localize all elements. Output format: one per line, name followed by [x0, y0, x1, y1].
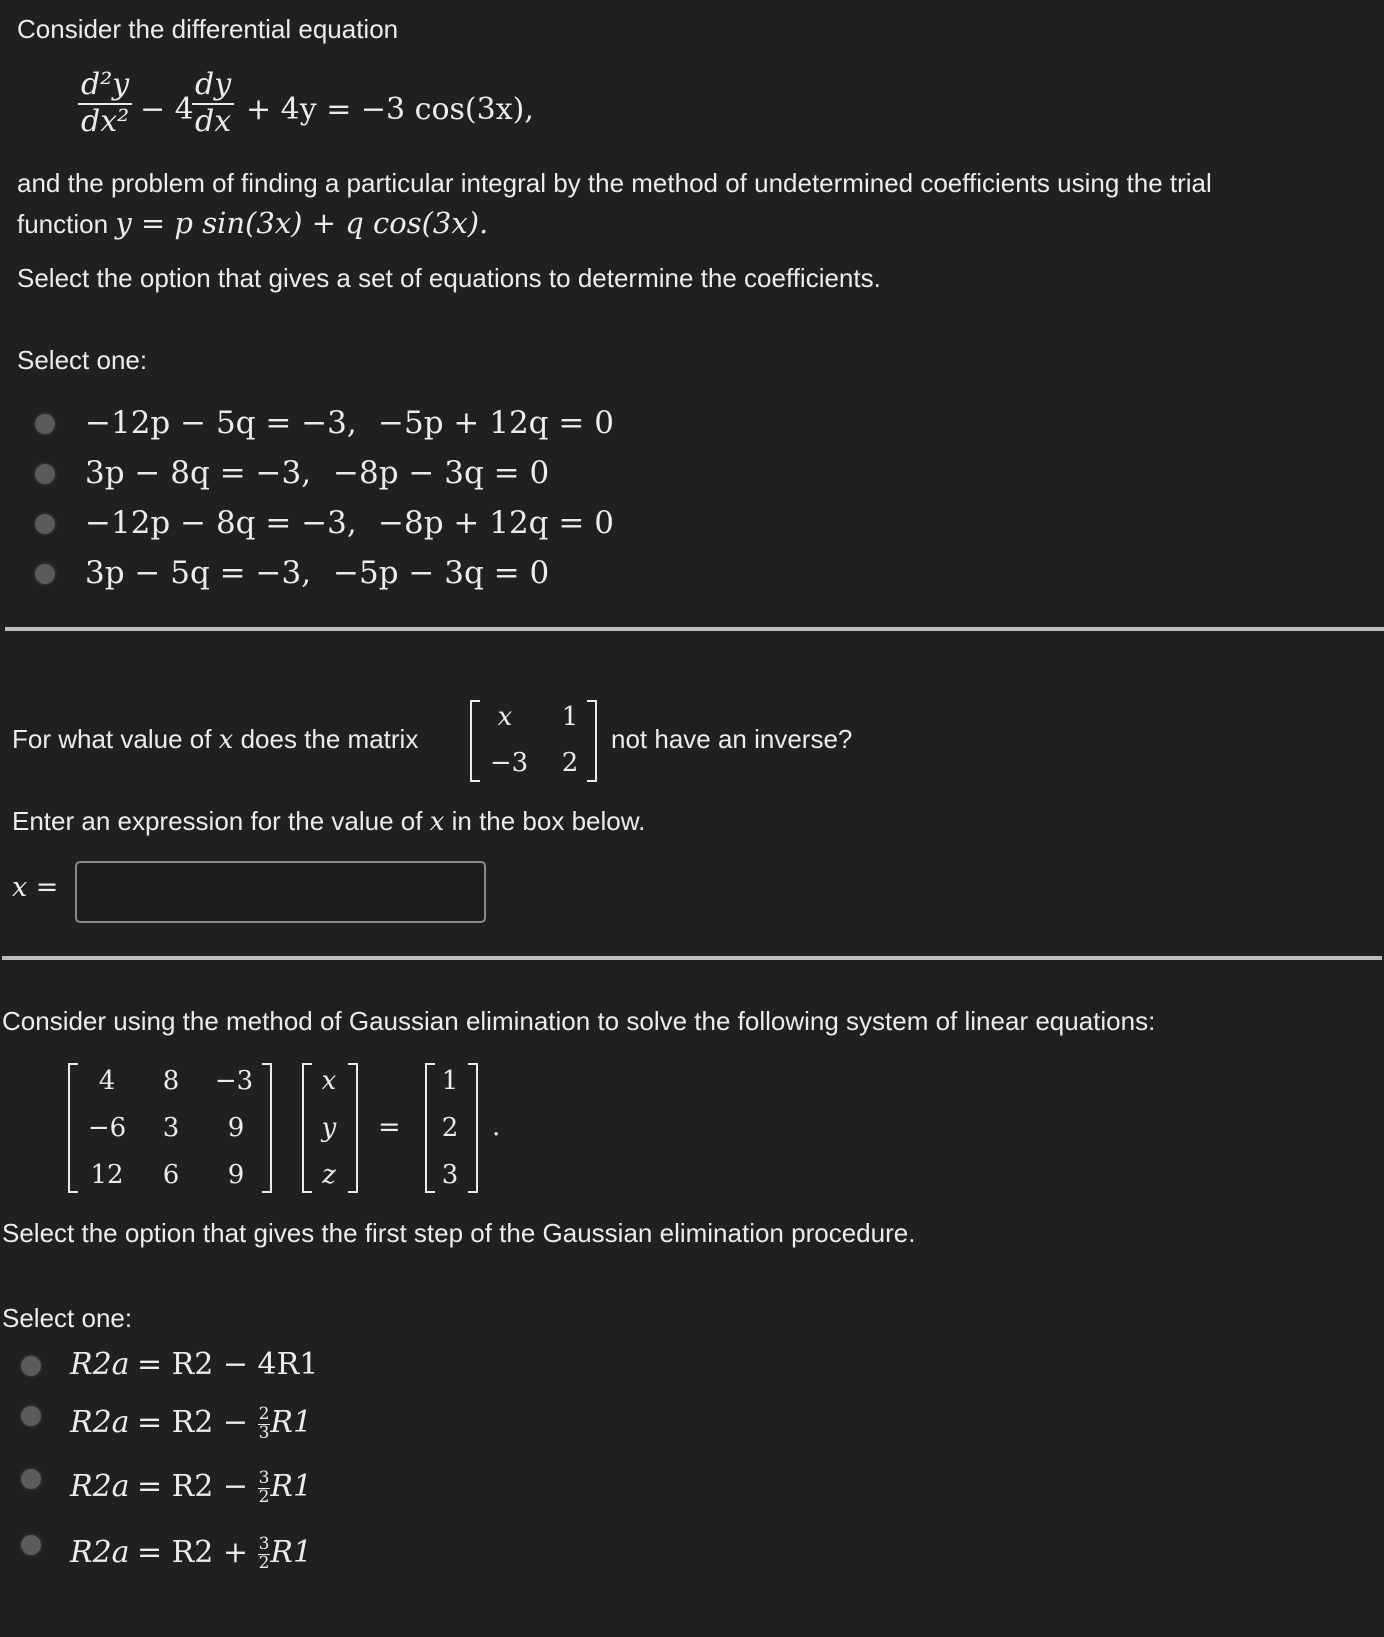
option-lhs: R2a: [70, 1347, 130, 1382]
fraction-numerator: 3: [258, 1467, 270, 1488]
matrix-cell: 2: [561, 748, 579, 778]
option-tail: R1: [270, 1469, 313, 1504]
option-rhs-text: = R2 −: [137, 1469, 249, 1504]
fraction: [258, 1533, 271, 1573]
fraction: [258, 1467, 271, 1507]
right-bracket: [587, 700, 597, 782]
matrix-cell: −3: [489, 748, 529, 778]
dx2: dx²: [81, 103, 130, 139]
right-bracket: [348, 1063, 358, 1193]
q2-suffix: not have an inverse?: [611, 724, 853, 754]
q1-text-line1: and the problem of finding a particular integral by the method of undetermined coefficients using the trial: [17, 168, 1212, 198]
option-rhs: [137, 1535, 312, 1572]
answer-label: x =: [12, 872, 59, 903]
matrix-cell: 1: [561, 702, 579, 732]
radio-button[interactable]: [19, 1354, 43, 1378]
q1-select-one: Select one:: [17, 345, 148, 375]
vector-cell: z: [322, 1160, 336, 1190]
option-rhs: [137, 1405, 312, 1442]
matrix-cell: 12: [90, 1160, 124, 1190]
radio-button[interactable]: [19, 1404, 43, 1428]
vector-cell: 2: [441, 1113, 459, 1143]
right-bracket: [468, 1063, 478, 1193]
radio-button[interactable]: [33, 562, 57, 586]
fraction-numerator: 3: [258, 1533, 270, 1554]
matrix-cell: 4: [98, 1066, 116, 1096]
radio-button[interactable]: [19, 1467, 43, 1491]
q2-prefix: For what value of: [12, 724, 212, 754]
option-lhs: R2a: [70, 1405, 130, 1440]
matrix-cell: x: [497, 702, 513, 732]
radio-button[interactable]: [33, 462, 57, 486]
option-rhs: = R2 − 4R1: [137, 1347, 319, 1382]
vector-cell: y: [321, 1113, 337, 1143]
option-eq-b: −8p + 12q = 0: [378, 505, 614, 541]
q1-trial-function: y = p sin(3x) + q cos(3x).: [115, 206, 489, 240]
equation-rest: + 4y = −3 cos(3x),: [246, 92, 534, 127]
q3-instruction: Select the option that gives the first step of the Gaussian elimination procedure.: [2, 1218, 916, 1248]
fraction-numerator: 2: [258, 1403, 270, 1424]
dy: dy: [192, 68, 234, 105]
q1-text-line2: [17, 206, 488, 240]
q3-select-one: Select one:: [2, 1303, 133, 1333]
option-eq-a: −12p − 5q = −3,: [85, 405, 357, 441]
option-eq-b: −5p + 12q = 0: [378, 405, 614, 441]
q2-var: x: [218, 725, 234, 755]
option-eq-a: 3p − 8q = −3,: [85, 455, 312, 491]
q3-intro: Consider using the method of Gaussian elimination to solve the following system of linear equations:: [2, 1006, 1156, 1036]
option-rhs-text: = R2 −: [137, 1405, 249, 1440]
q2-question: [12, 724, 418, 755]
minus-4: − 4: [140, 92, 194, 127]
option-rhs-text: = R2 +: [137, 1535, 249, 1570]
option-lhs: R2a: [70, 1469, 130, 1504]
matrix-cell: 9: [227, 1160, 245, 1190]
option-rhs: [137, 1469, 312, 1506]
dx: dx: [195, 103, 232, 139]
option-tail: R1: [270, 1535, 313, 1570]
q2-instruction: [12, 806, 645, 837]
vector-cell: x: [321, 1066, 337, 1096]
radio-button[interactable]: [33, 412, 57, 436]
fraction: [258, 1403, 271, 1443]
q2-mid: does the matrix: [240, 724, 419, 754]
radio-button[interactable]: [33, 512, 57, 536]
q2-instruction-suffix: in the box below.: [451, 806, 646, 836]
vector-cell: 1: [441, 1066, 459, 1096]
vector-cell: 3: [441, 1160, 459, 1190]
dy-dx-fraction: [192, 68, 234, 139]
option-eq-a: 3p − 5q = −3,: [85, 555, 312, 591]
divider: [5, 627, 1384, 631]
fraction-denominator: 3: [258, 1422, 270, 1443]
matrix-cell: 6: [162, 1160, 180, 1190]
matrix-cell: 3: [162, 1113, 180, 1143]
q2-instruction-var: x: [429, 807, 445, 837]
option-eq-b: −5p − 3q = 0: [333, 555, 550, 591]
matrix-cell: 8: [162, 1066, 180, 1096]
answer-input[interactable]: [75, 861, 486, 923]
d2y-dx2-fraction: [78, 68, 132, 139]
left-bracket: [68, 1063, 78, 1193]
period: .: [492, 1112, 501, 1142]
matrix-cell: −6: [87, 1113, 127, 1143]
divider: [2, 956, 1382, 960]
fraction-denominator: 2: [258, 1486, 270, 1507]
equals-sign: =: [378, 1112, 401, 1143]
q1-intro: Consider the differential equation: [17, 14, 399, 44]
q1-instruction: Select the option that gives a set of equations to determine the coefficients.: [17, 263, 881, 293]
q2-instruction-prefix: Enter an expression for the value of: [12, 806, 423, 836]
fraction-denominator: 2: [258, 1552, 270, 1573]
option-lhs: R2a: [70, 1535, 130, 1570]
d2y: d²y: [78, 68, 132, 105]
right-bracket: [262, 1063, 272, 1193]
option-eq-a: −12p − 8q = −3,: [85, 505, 357, 541]
option-tail: R1: [270, 1405, 313, 1440]
q1-text2-prefix: function: [17, 209, 109, 239]
matrix-cell: −3: [214, 1066, 254, 1096]
option-eq-b: −8p − 3q = 0: [333, 455, 550, 491]
matrix-cell: 9: [227, 1113, 245, 1143]
left-bracket: [470, 700, 480, 782]
radio-button[interactable]: [19, 1533, 43, 1557]
